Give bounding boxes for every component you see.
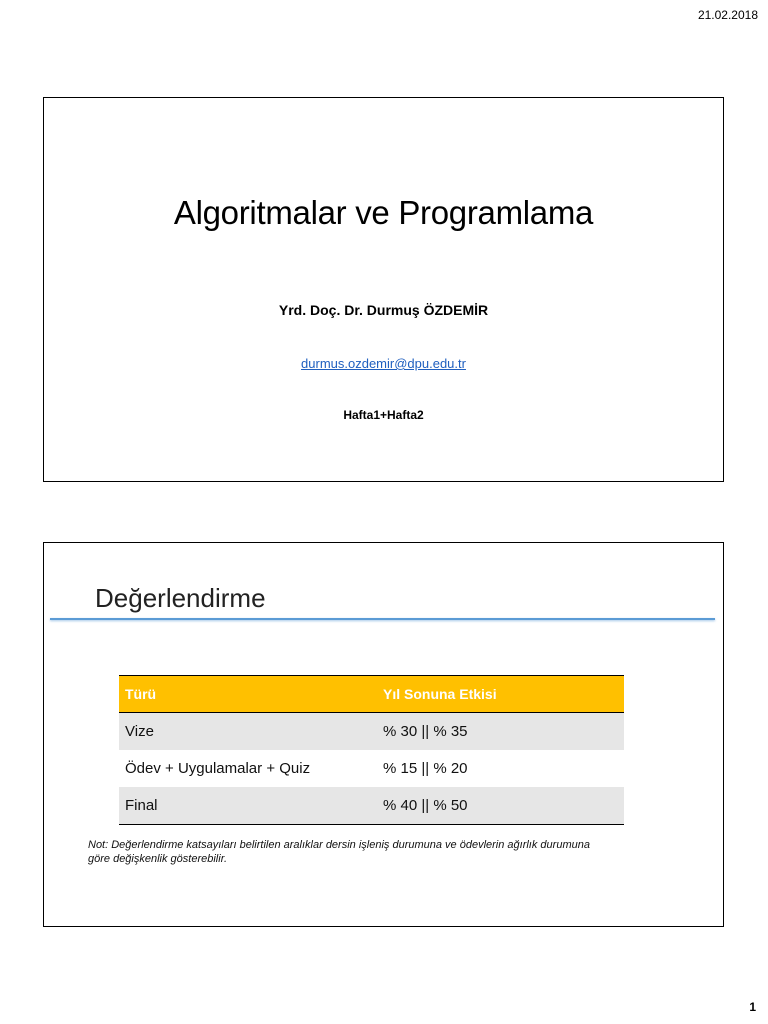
page-number: 1 (749, 1000, 756, 1014)
table-cell: % 15 || % 20 (383, 760, 468, 777)
footnote (88, 838, 688, 866)
table-cell: % 30 || % 35 (377, 713, 624, 751)
table-header-row (119, 676, 624, 713)
table-header-cell: Türü (119, 676, 377, 713)
page-date: 21.02.2018 (697, 8, 758, 22)
table-row (119, 713, 624, 751)
title-slide (43, 97, 724, 482)
slide-heading: Değerlendirme (95, 583, 266, 613)
week-label: Hafta1+Hafta2 (343, 408, 424, 422)
table-cell: Vize (119, 713, 377, 751)
email-link[interactable]: durmus.ozdemir@dpu.edu.tr (301, 356, 466, 371)
footnote-line: Not: Değerlendirme katsayıları belirtilen aralıklar dersin işleniş durumuna ve ödevlerin ağırlık durumuna (88, 839, 590, 851)
table-row (119, 750, 624, 787)
table-row (119, 787, 624, 825)
table-cell: % 40 || % 50 (377, 787, 624, 825)
grading-table (119, 675, 624, 825)
table-cell: Ödev + Uygulamalar + Quiz (125, 760, 311, 777)
footnote-line: göre değişkenlik gösterebilir. (88, 853, 227, 865)
table-header-cell: Yıl Sonuna Etkisi (377, 676, 624, 713)
table-cell: Final (119, 787, 377, 825)
author-name: Yrd. Doç. Dr. Durmuş ÖZDEMİR (278, 302, 489, 318)
slide-title: Algoritmalar ve Programlama (173, 194, 594, 231)
evaluation-slide (43, 542, 724, 927)
heading-divider (50, 618, 715, 620)
